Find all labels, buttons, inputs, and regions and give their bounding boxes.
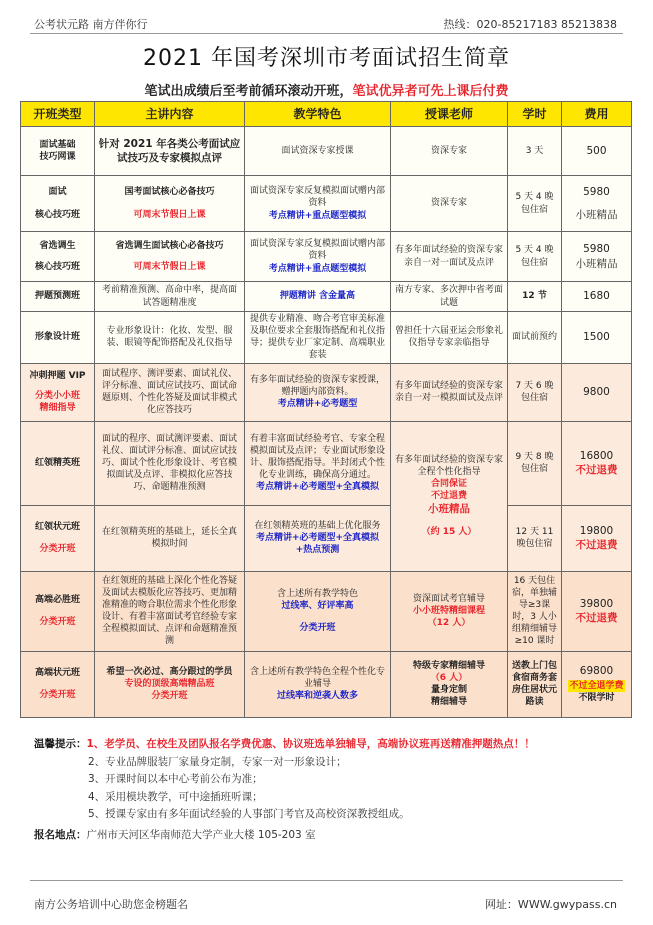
feature-text: 在红领精英班的基础上优化服务: [254, 520, 381, 531]
content-text: 国考面试核心必备技巧: [124, 187, 215, 198]
col-header-hours: 学时: [508, 102, 562, 127]
row-fee: [562, 176, 632, 232]
feature-text: 有着丰富面试经验考官、专家全程模拟面试及点评；专业面试形象设计、服饰搭配指导。半封闭式个性化专业训练，确保高分通过。: [249, 433, 385, 481]
page-footer: [34, 896, 617, 912]
page-header: [34, 16, 617, 32]
row-content: 考前精准预测、高命中率，提高面试答题精准度: [95, 282, 245, 312]
col-header-feature: 教学特色: [245, 102, 391, 127]
row-teacher: 南方专家、多次押中省考面试题: [391, 282, 508, 312]
row-teacher: [391, 651, 508, 717]
teacher-count: （约 15 人）: [421, 527, 477, 538]
row-content: 针对 2021 年各类公考面试应试技巧及专家模拟点评: [95, 127, 245, 176]
page-subtitle: [0, 80, 653, 99]
row-fee: 9800: [562, 363, 632, 421]
type-line: 冲刺押题 VIP: [29, 370, 86, 381]
row-fee: [562, 232, 632, 282]
fee-badge: 不过全退学费: [569, 680, 624, 691]
row-content: 面试的程序、面试测评要素、面试礼仪、面试评分标准、面试应试技巧、面试个性化形象设计、考官模拟面试及点评、非模拟化应答技巧、命题精准预测: [95, 421, 245, 505]
header-divider: [30, 33, 623, 34]
row-type: [21, 127, 95, 176]
type-line-red: 分类小小班: [34, 390, 80, 401]
feature-highlight: 过线率和逆袭人数多: [276, 691, 358, 702]
feature-highlight-2: 分类开班: [299, 623, 336, 634]
notes-item: 5、授课专家由有多年面试经验的人事部门考官及高校资深教授组成。: [88, 808, 410, 820]
teacher-small-class: 小班精品: [428, 503, 470, 516]
row-feature: [245, 363, 391, 421]
type-line: 面试: [48, 187, 67, 198]
col-header-fee: 费用: [562, 102, 632, 127]
row-teacher: 资深专家: [391, 176, 508, 232]
fee-extra: 不限学时: [578, 693, 615, 704]
content-note: 可周末节假日上课: [133, 261, 206, 272]
row-feature: 提供专业精准、吻合考官审美标准及职位要求全套服饰搭配和礼仪指导；提供专业厂家定制、高端职业套装: [245, 312, 391, 364]
row-type: [21, 363, 95, 421]
fee-value: 5980: [583, 243, 610, 256]
fee-note: 小班精品: [575, 257, 618, 270]
notes-item: 3、开课时间以本中心考前公布为准；: [88, 773, 263, 785]
fee-value: 19800: [579, 524, 614, 537]
row-type: [21, 505, 95, 571]
row-fee: [562, 505, 632, 571]
col-header-content: 主讲内容: [95, 102, 245, 127]
type-line: 高端必胜班: [34, 594, 80, 605]
notes-item-text: 1、老学员、在校生及团队报名学费优惠、协议班选单独辅导，高端协议班再送精准押题热点！！: [86, 738, 535, 750]
table-row: [21, 571, 632, 651]
row-content: 在红领精英班的基础上，延长全真模拟时间: [95, 505, 245, 571]
notes-item: [34, 736, 634, 754]
row-feature: [245, 571, 391, 651]
content-text: 希望一次必过、高分跟过的学员: [106, 666, 233, 677]
row-content: 面试程序、测评要素、面试礼仪、评分标准、面试应试技巧、面试命题原则、个性化答疑及面试非模式化应答技巧: [95, 363, 245, 421]
teacher-red-line: （6 人）: [430, 672, 468, 683]
row-type: 形象设计班: [21, 312, 95, 364]
type-line: 核心技巧班: [34, 261, 80, 272]
fee-note: 不过退费: [575, 464, 618, 477]
type-line: 红领状元班: [34, 521, 80, 532]
header-slogan: 公考状元路 南方伴你行: [34, 18, 148, 31]
row-type: 红领精英班: [21, 421, 95, 505]
fee-note: 不过退费: [575, 539, 618, 552]
teacher-text: 有多年面试经验的资深专家全程个性化指导: [394, 454, 503, 477]
table-row: [21, 232, 632, 282]
row-hours: 3 天: [508, 127, 562, 176]
row-teacher: 有多年面试经验的资深专家亲自一对一模拟面试及点评: [391, 363, 508, 421]
row-type: [21, 571, 95, 651]
content-text: 省选调生面试核心必备技巧: [115, 241, 224, 252]
table-row: [21, 176, 632, 232]
feature-text: 含上述所有教学特色: [276, 588, 358, 599]
address-line: [34, 827, 316, 842]
subtitle-text: 笔试出成绩后至考前循环滚动开班，: [144, 84, 353, 99]
row-content: [95, 176, 245, 232]
row-fee: [562, 571, 632, 651]
teacher-more-line: 精细辅导: [430, 697, 467, 708]
table-header-row: [21, 102, 632, 127]
row-hours: 12 节: [508, 282, 562, 312]
footer-slogan: 南方公务培训中心助您金榜题名: [34, 898, 188, 911]
col-header-teacher: 授课老师: [391, 102, 508, 127]
table-row: [21, 421, 632, 505]
row-fee: 1680: [562, 282, 632, 312]
teacher-more-line: 量身定制: [430, 685, 467, 696]
feature-highlight: 考点精讲+重点题型模拟: [268, 210, 367, 221]
table-row: [21, 651, 632, 717]
row-content: 专业形象设计：化妆、发型、服装、眼镜等配饰搭配及礼仪指导: [95, 312, 245, 364]
row-type: [21, 232, 95, 282]
row-teacher: [391, 421, 508, 571]
fee-value: 39800: [579, 597, 614, 610]
type-line: 核心技巧班: [34, 209, 80, 220]
row-fee: [562, 421, 632, 505]
fee-note: 不过退费: [575, 612, 618, 625]
content-red-line: 专设的顶级高端精品班: [124, 678, 215, 689]
row-fee: 500: [562, 127, 632, 176]
feature-highlight: 考点精讲+必考题型+全真模拟+热点预测: [255, 532, 380, 556]
subtitle-highlight: 笔试优异者可先上课后付费: [352, 84, 509, 99]
teacher-guarantee: 合同保证: [430, 478, 467, 489]
row-feature: [245, 505, 391, 571]
page-title: 2021 年国考深圳市考面试招生简章: [143, 46, 510, 71]
table-row: [21, 127, 632, 176]
fee-value: 16800: [579, 449, 614, 462]
fee-value: 69800: [579, 664, 614, 677]
row-hours: 7 天 6 晚包住宿: [508, 363, 562, 421]
footer-website: 网址：WWW.gwypass.cn: [484, 898, 617, 911]
row-feature: [245, 176, 391, 232]
row-fee: [562, 651, 632, 717]
feature-text: 面试资深专家反复模拟面试赠内部资料: [249, 239, 385, 262]
content-red-line: 分类开班: [151, 691, 188, 702]
row-content: [95, 232, 245, 282]
row-hours: 9 天 8 晚包住宿: [508, 421, 562, 505]
address-label: 报名地点：: [34, 829, 87, 841]
feature-highlight: 考点精讲+重点题型模拟: [268, 263, 367, 274]
feature-highlight: 过线率、好评率高: [281, 600, 354, 611]
table-row: [21, 505, 632, 571]
address-text: 广州市天河区华南师范大学产业大楼 105-203 室: [86, 829, 316, 841]
notes-item: 4、采用模块教学，可中途插班听课；: [88, 790, 263, 803]
row-teacher: [391, 571, 508, 651]
type-line: 高端状元班: [34, 667, 80, 678]
row-content: [95, 651, 245, 717]
feature-text: 面试资深专家反复模拟面试赠内部资料: [249, 186, 385, 209]
row-type: [21, 176, 95, 232]
row-type: 押题预测班: [21, 282, 95, 312]
type-line: 技巧网课: [39, 152, 76, 162]
row-hours: 12 天 11 晚包住宿: [508, 505, 562, 571]
feature-text: 有多年面试经验的资深专家授课，赠押题内部资料。: [249, 374, 385, 397]
teacher-red-line: （12 人）: [427, 618, 471, 629]
row-hours: 16 天包住宿，单独辅导≥3课时，3 人小组精细辅导≥10 课时: [508, 571, 562, 651]
row-hours: 5 天 4 晚包住宿: [508, 176, 562, 232]
teacher-red-line: 小小班特精细课程: [412, 605, 485, 616]
teacher-text: 资深面试考官辅导: [412, 593, 485, 604]
row-hours: 送教上门包食宿商务套房住居状元路读: [508, 651, 562, 717]
table-row: [21, 363, 632, 421]
table-row: [21, 312, 632, 364]
row-content: 在红领班的基础上深化个性化答疑及面试去模版化应答技巧、更加精准精准的吻合职位需求个性化形象设计、有着丰富面试考官经验专家全程模拟面试、点评和命题精准预测: [95, 571, 245, 651]
row-feature: 押题精讲 含金量高: [245, 282, 391, 312]
feature-highlight: 考点精讲+必考题型: [277, 399, 358, 410]
row-teacher: 资深专家: [391, 127, 508, 176]
schedule-table: [20, 101, 632, 718]
row-teacher: 曾担任十六届亚运会形象礼仪指导专家亲临指导: [391, 312, 508, 364]
row-fee: 1500: [562, 312, 632, 364]
row-hours: 5 天 4 晚包住宿: [508, 232, 562, 282]
row-feature: 面试资深专家授课: [245, 127, 391, 176]
notes-label: 温馨提示：: [34, 738, 87, 750]
type-line-red: 分类开班: [39, 690, 76, 701]
type-line: 省选调生: [39, 241, 76, 252]
notes-section: [34, 736, 634, 824]
feature-highlight: 考点精讲+必考题型+全真模拟: [255, 482, 380, 493]
footer-divider: [30, 880, 623, 881]
row-hours: 面试前预约: [508, 312, 562, 364]
type-line-red: 分类开班: [39, 617, 76, 628]
fee-value: 5980: [583, 186, 610, 199]
header-hotline: 热线：020-85217183 85213838: [443, 18, 617, 31]
fee-note: 小班精品: [575, 208, 618, 221]
feature-text: 含上述所有教学特色全程个性化专业辅导: [249, 666, 385, 689]
col-header-type: 开班类型: [21, 102, 95, 127]
type-line: 面试基础: [39, 139, 76, 150]
content-note: 可周末节假日上课: [133, 209, 206, 220]
table-row: [21, 282, 632, 312]
notes-item: 2、专业品牌服装厂家量身定制，专家一对一形象设计；: [88, 755, 347, 768]
type-line-red: 精细指导: [39, 403, 76, 414]
type-line-red: 分类开班: [39, 544, 76, 555]
row-feature: [245, 232, 391, 282]
teacher-refund: 不过退费: [430, 491, 467, 502]
row-feature: [245, 421, 391, 505]
row-teacher: 有多年面试经验的资深专家亲自一对一面试及点评: [391, 232, 508, 282]
row-type: [21, 651, 95, 717]
teacher-text: 特级专家精细辅导: [412, 660, 485, 671]
row-feature: [245, 651, 391, 717]
